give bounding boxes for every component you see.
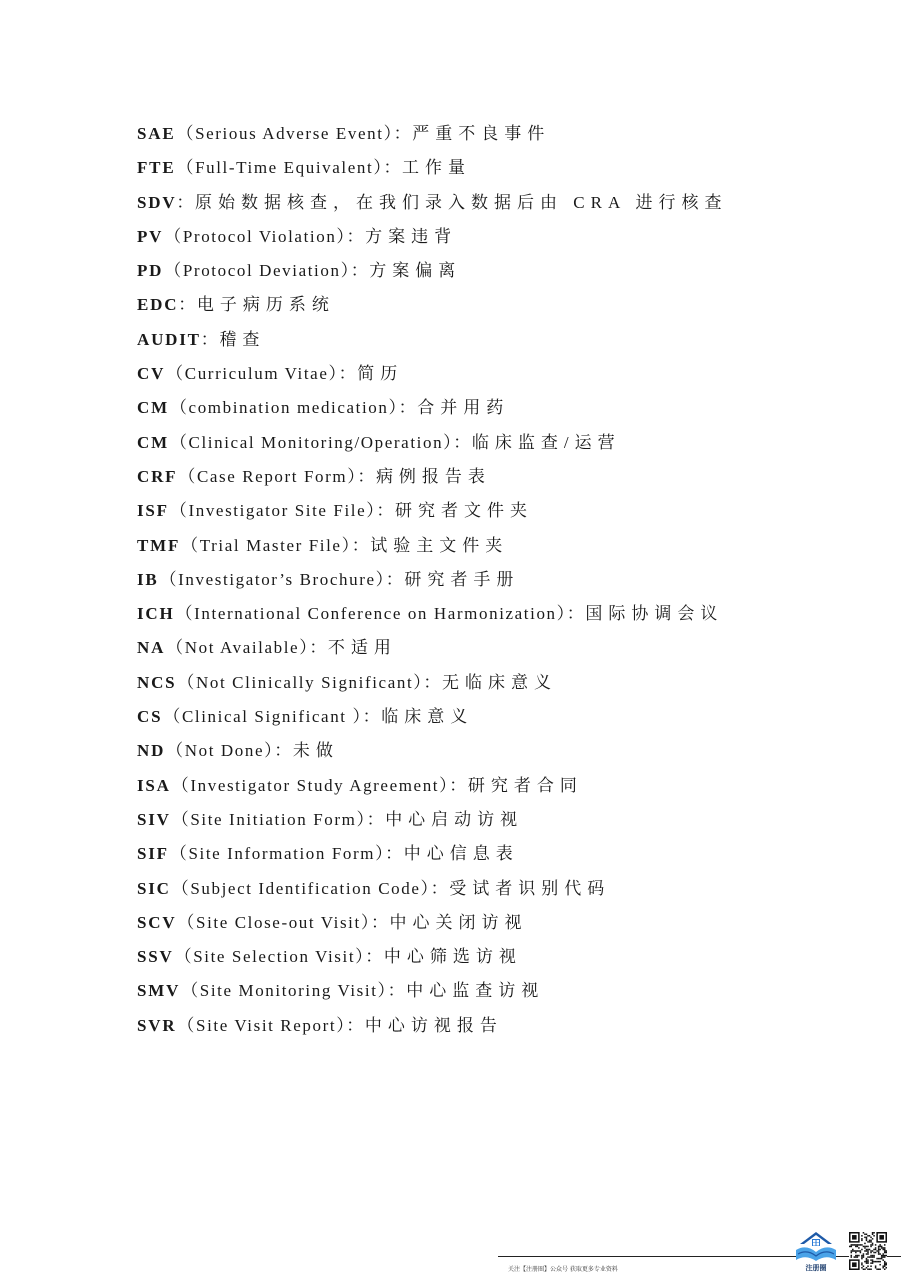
term-abbreviation: SIV (137, 809, 171, 829)
term-abbreviation: CM (137, 432, 169, 452)
term-chinese: 病例报告表 (375, 466, 491, 486)
close-paren: ） (375, 569, 386, 589)
term-english: Site Selection Visit (193, 947, 356, 967)
glossary-entry (137, 323, 777, 357)
open-paren: （ (164, 261, 183, 281)
glossary-entry (137, 700, 777, 734)
colon: ： (370, 912, 390, 932)
colon: ： (274, 741, 293, 761)
glossary-entry (137, 357, 777, 391)
term-chinese: 临床意义 (381, 707, 474, 727)
term-abbreviation: CV (137, 364, 166, 384)
open-paren: （ (177, 912, 197, 932)
house-book-icon (792, 1230, 840, 1264)
term-abbreviation: CRF (137, 466, 178, 486)
term-abbreviation: ISA (137, 775, 171, 795)
colon: ： (346, 226, 366, 246)
term-english: Not Clinically Significant (196, 672, 414, 692)
term-abbreviation: TMF (137, 535, 181, 555)
close-paren: ） (439, 775, 450, 795)
term-abbreviation: FTE (137, 158, 176, 178)
colon: ： (350, 261, 370, 281)
term-chinese: 中心监查访视 (406, 981, 545, 1001)
glossary-entry (137, 734, 777, 768)
colon: ： (176, 192, 196, 212)
colon: ： (449, 775, 468, 795)
term-abbreviation: ISF (137, 501, 169, 521)
term-english: Curriculum Vitae (184, 364, 329, 384)
colon: ： (566, 604, 586, 624)
open-paren: （ (178, 466, 197, 486)
glossary-entry (137, 391, 777, 425)
term-english: International Conference on Harmonization (194, 604, 557, 624)
close-paren: ） (299, 638, 310, 658)
close-paren: ） (377, 981, 388, 1001)
open-paren: （ (166, 638, 185, 658)
term-chinese: 受试者识别代码 (449, 878, 611, 898)
term-chinese: 中心关闭访视 (389, 912, 528, 932)
close-paren: ） (443, 432, 454, 452)
open-paren: （ (174, 947, 194, 967)
term-abbreviation: IB (137, 569, 159, 589)
colon: ： (376, 501, 395, 521)
term-chinese: 方案违背 (365, 226, 458, 246)
open-paren: （ (175, 604, 195, 624)
term-english: Clinical Monitoring/Operation (188, 432, 444, 452)
colon: ： (351, 535, 371, 555)
close-paren: ） (375, 844, 386, 864)
close-paren: ） (264, 741, 275, 761)
term-chinese: 方案偏离 (369, 261, 462, 281)
open-paren: （ (166, 364, 185, 384)
term-english: Case Report Form (196, 466, 348, 486)
glossary-entry (137, 597, 777, 631)
term-abbreviation: AUDIT (137, 329, 201, 349)
term-abbreviation: SMV (137, 981, 181, 1001)
glossary-entry (137, 220, 777, 254)
open-paren: （ (176, 158, 196, 178)
term-abbreviation: ND (137, 741, 166, 761)
term-chinese: 研究者手册 (404, 569, 520, 589)
term-chinese: 研究者文件夹 (394, 501, 533, 521)
term-chinese: 中心筛选访视 (383, 947, 522, 967)
term-english: Investigator’s Brochure (178, 569, 376, 589)
close-paren: ） (556, 604, 567, 624)
colon: ： (385, 569, 405, 589)
term-abbreviation: NA (137, 638, 166, 658)
close-paren: ） (366, 501, 377, 521)
term-abbreviation: SIF (137, 844, 169, 864)
close-paren: ） (347, 466, 358, 486)
open-paren: （ (176, 124, 196, 143)
term-chinese: 合并用药 (417, 398, 510, 418)
colon: ： (362, 707, 382, 727)
term-english: Site Information Form (188, 844, 376, 864)
colon: ： (453, 432, 472, 452)
glossary-entry (137, 940, 777, 974)
glossary-entry (137, 117, 777, 151)
brand-logo (792, 1230, 840, 1276)
term-chinese: 工作量 (402, 158, 472, 178)
term-abbreviation: SSV (137, 947, 174, 967)
term-english: Not Available (184, 638, 300, 658)
term-abbreviation: PD (137, 261, 164, 281)
close-paren: ） (360, 912, 371, 932)
qr-code-icon (849, 1232, 887, 1270)
close-paren: ） (420, 878, 431, 898)
glossary-entry (137, 426, 777, 460)
term-english: Not Done (184, 741, 265, 761)
term-english: Investigator Study Agreement (190, 775, 440, 795)
term-abbreviation: SDV (137, 192, 177, 212)
open-paren: （ (181, 981, 200, 1001)
term-abbreviation: SIC (137, 878, 171, 898)
open-paren: （ (169, 501, 189, 521)
glossary-entry (137, 906, 777, 940)
glossary-entry (137, 460, 777, 494)
term-english: Protocol Violation (182, 226, 337, 246)
open-paren: （ (171, 809, 191, 829)
open-paren: （ (169, 844, 189, 864)
open-paren: （ (177, 1015, 197, 1035)
open-paren: （ (171, 878, 191, 898)
open-paren: （ (171, 775, 191, 795)
colon: ： (398, 398, 418, 418)
term-abbreviation: NCS (137, 672, 177, 692)
term-chinese: 临床监查/运营 (471, 432, 621, 452)
term-abbreviation: PV (137, 226, 164, 246)
close-paren: ） (383, 124, 394, 143)
term-abbreviation: SVR (137, 1015, 177, 1035)
close-paren: ） (340, 261, 351, 281)
term-english: Serious Adverse Event (195, 124, 384, 143)
term-english: Clinical Significant (181, 707, 353, 727)
glossary-entry (137, 769, 777, 803)
open-paren: （ (177, 672, 197, 692)
term-chinese: 不适用 (327, 638, 397, 658)
close-paren: ） (388, 398, 399, 418)
close-paren: ） (356, 809, 367, 829)
term-english: combination medication (188, 398, 389, 418)
term-english: Site Monitoring Visit (199, 981, 378, 1001)
glossary-entry (137, 563, 777, 597)
term-abbreviation: CM (137, 398, 169, 418)
glossary-entry (137, 803, 777, 837)
term-chinese: 国际协调会议 (585, 604, 724, 624)
open-paren: （ (169, 398, 189, 418)
open-paren: （ (169, 432, 189, 452)
glossary-entry (137, 666, 777, 700)
open-paren: （ (163, 707, 182, 727)
term-abbreviation: CS (137, 707, 163, 727)
open-paren: （ (181, 535, 200, 555)
colon: ： (423, 672, 442, 692)
term-english: Full-Time Equivalent (195, 158, 374, 178)
colon: ： (385, 844, 404, 864)
colon: ： (338, 364, 358, 384)
term-chinese: 试验主文件夹 (370, 535, 509, 555)
colon: ： (200, 329, 220, 349)
open-paren: （ (166, 741, 185, 761)
term-chinese: 简历 (357, 364, 404, 384)
glossary-entry (137, 186, 777, 220)
glossary-entry (137, 254, 777, 288)
footer-promo-text: 关注【注册圈】公众号 获取更多专业资料 (508, 1266, 618, 1273)
close-paren: ） (336, 226, 347, 246)
colon: ： (430, 878, 450, 898)
colon: ： (365, 947, 384, 967)
term-chinese: 原始数据核查，在我们录入数据后由 CRA 进行核查 (195, 192, 728, 212)
close-paren: ） (328, 364, 339, 384)
term-english: Site Initiation Form (190, 809, 357, 829)
colon: ： (357, 466, 376, 486)
term-abbreviation: SCV (137, 912, 177, 932)
open-paren: （ (164, 226, 183, 246)
term-abbreviation: SAE (137, 124, 176, 143)
page-footer (498, 1256, 901, 1273)
colon: ： (346, 1015, 365, 1035)
colon: ： (383, 158, 403, 178)
close-paren: ） (413, 672, 424, 692)
term-chinese: 中心访视报告 (364, 1015, 503, 1035)
term-abbreviation: EDC (137, 295, 179, 315)
colon: ： (387, 981, 407, 1001)
term-english: Protocol Deviation (182, 261, 341, 281)
term-abbreviation: ICH (137, 604, 175, 624)
colon: ： (366, 809, 386, 829)
colon: ： (178, 295, 197, 315)
term-chinese: 中心信息表 (403, 844, 519, 864)
term-english: Trial Master File (199, 535, 342, 555)
term-chinese: 研究者合同 (467, 775, 583, 795)
term-chinese: 严重不良事件 (412, 124, 551, 143)
open-paren: （ (159, 569, 179, 589)
term-chinese: 稽查 (219, 329, 266, 349)
colon: ： (393, 124, 413, 143)
term-english: Site Close-out Visit (196, 912, 361, 932)
term-english: Investigator Site File (188, 501, 367, 521)
close-paren: ） (373, 158, 384, 178)
glossary-entry (137, 631, 777, 665)
term-english: Subject Identification Code (190, 878, 421, 898)
close-paren: ） (336, 1015, 347, 1035)
glossary-entry (137, 151, 777, 185)
close-paren: ） (355, 947, 366, 967)
glossary-list (137, 117, 777, 1043)
glossary-entry (137, 974, 777, 1008)
glossary-entry (137, 494, 777, 528)
close-paren: ） (352, 707, 363, 727)
term-chinese: 无临床意义 (442, 672, 557, 692)
term-chinese: 未做 (292, 741, 339, 761)
term-english: Site Visit Report (196, 1015, 337, 1035)
logo-wordmark: 注册圈 (805, 1264, 827, 1272)
glossary-entry (137, 1009, 777, 1043)
glossary-entry (137, 288, 777, 322)
glossary-entry (137, 837, 777, 871)
glossary-entry (137, 529, 777, 563)
glossary-entry (137, 872, 777, 906)
colon: ： (309, 638, 328, 658)
close-paren: ） (341, 535, 352, 555)
term-chinese: 中心启动访视 (385, 809, 524, 829)
term-chinese: 电子病历系统 (196, 295, 335, 315)
